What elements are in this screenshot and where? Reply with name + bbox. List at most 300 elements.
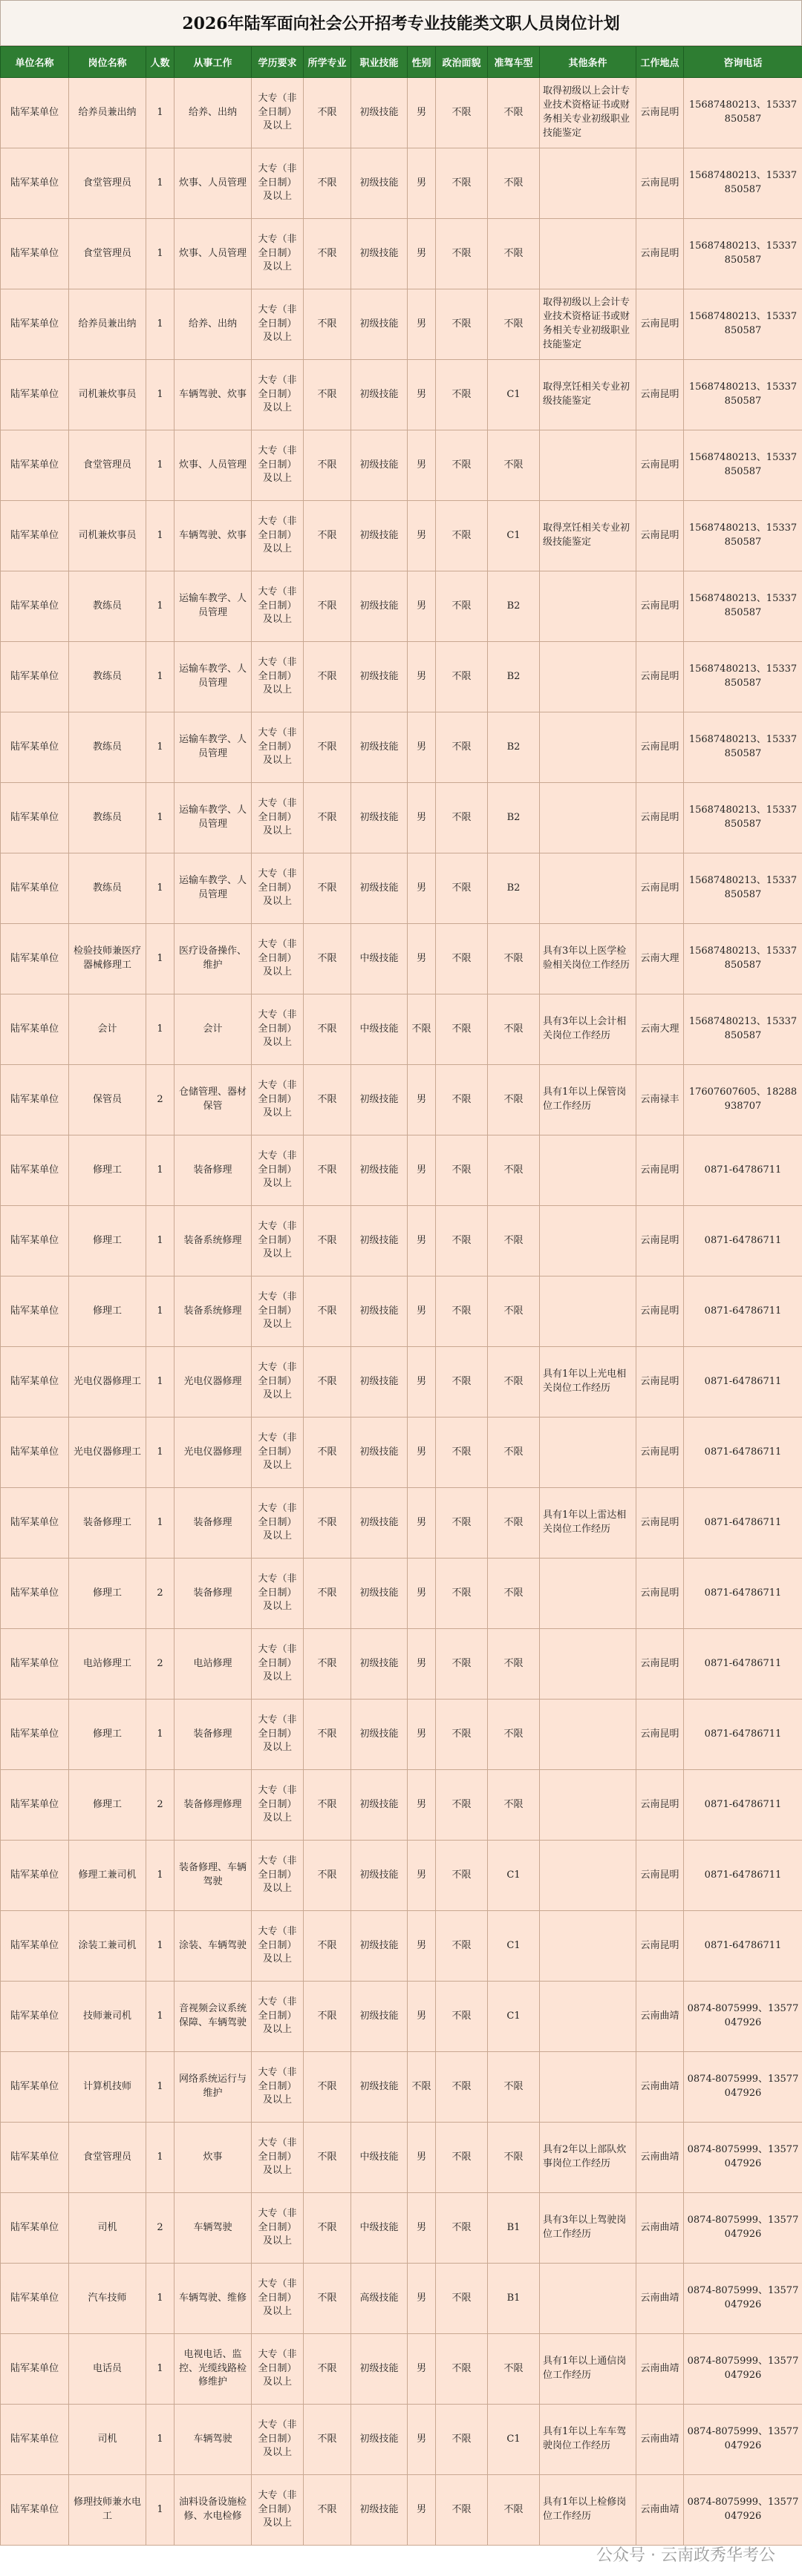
cell-education: 大专（非全日制）及以上 (252, 2123, 304, 2193)
table-row (1, 2052, 802, 2123)
cell-job-name: 食堂管理员 (69, 148, 146, 219)
cell-headcount: 1 (146, 2475, 175, 2546)
cell-conditions: 具有1年以上车车驾驶岗位工作经历 (540, 2405, 636, 2475)
cell-work: 车辆驾驶 (175, 2193, 252, 2264)
cell-gender: 男 (408, 783, 436, 853)
cell-unit-name: 陆军某单位 (1, 2052, 69, 2123)
cell-conditions (540, 2264, 636, 2334)
cell-headcount: 1 (146, 1700, 175, 1770)
cell-gender: 男 (408, 2264, 436, 2334)
cell-license: 不限 (488, 1418, 540, 1488)
cell-skill: 初级技能 (351, 430, 408, 501)
cell-headcount: 1 (146, 642, 175, 712)
cell-phone: 0871-64786711 (684, 1347, 802, 1418)
table-row (1, 1559, 802, 1629)
cell-education: 大专（非全日制）及以上 (252, 1559, 304, 1629)
table-row (1, 642, 802, 712)
cell-work: 装备修理修理 (175, 1770, 252, 1841)
cell-license: C1 (488, 1911, 540, 1982)
cell-unit-name: 陆军某单位 (1, 1135, 69, 1206)
cell-license: B2 (488, 712, 540, 783)
cell-location: 云南昆明 (636, 1418, 684, 1488)
cell-major: 不限 (304, 2193, 351, 2264)
cell-headcount: 1 (146, 360, 175, 430)
cell-location: 云南昆明 (636, 1559, 684, 1629)
cell-conditions: 具有1年以上雷达相关岗位工作经历 (540, 1488, 636, 1559)
cell-major: 不限 (304, 783, 351, 853)
cell-skill: 初级技能 (351, 501, 408, 571)
cell-job-name: 食堂管理员 (69, 219, 146, 289)
cell-education: 大专（非全日制）及以上 (252, 219, 304, 289)
cell-skill: 初级技能 (351, 1135, 408, 1206)
cell-location: 云南昆明 (636, 219, 684, 289)
cell-skill: 中级技能 (351, 994, 408, 1065)
cell-conditions: 具有1年以上通信岗位工作经历 (540, 2334, 636, 2405)
cell-skill: 初级技能 (351, 1347, 408, 1418)
header-job-name: 岗位名称 (69, 47, 146, 78)
cell-major: 不限 (304, 430, 351, 501)
cell-political: 不限 (436, 1276, 488, 1347)
cell-major: 不限 (304, 1347, 351, 1418)
cell-unit-name: 陆军某单位 (1, 2405, 69, 2475)
cell-skill: 初级技能 (351, 1206, 408, 1276)
cell-phone: 0871-64786711 (684, 1559, 802, 1629)
cell-political: 不限 (436, 430, 488, 501)
cell-education: 大专（非全日制）及以上 (252, 1700, 304, 1770)
table-row (1, 1700, 802, 1770)
cell-gender: 男 (408, 571, 436, 642)
cell-headcount: 2 (146, 1770, 175, 1841)
cell-skill: 初级技能 (351, 1418, 408, 1488)
cell-skill: 初级技能 (351, 148, 408, 219)
cell-work: 电站修理 (175, 1629, 252, 1700)
cell-gender: 男 (408, 1206, 436, 1276)
cell-gender: 男 (408, 2334, 436, 2405)
cell-major: 不限 (304, 853, 351, 924)
cell-education: 大专（非全日制）及以上 (252, 994, 304, 1065)
table-row (1, 1629, 802, 1700)
cell-location: 云南昆明 (636, 289, 684, 360)
cell-headcount: 1 (146, 1982, 175, 2052)
cell-license: C1 (488, 2405, 540, 2475)
cell-headcount: 1 (146, 148, 175, 219)
table-row (1, 2123, 802, 2193)
cell-location: 云南昆明 (636, 1629, 684, 1700)
cell-location: 云南曲靖 (636, 2193, 684, 2264)
cell-work: 运输车教学、人员管理 (175, 571, 252, 642)
cell-work: 装备修理 (175, 1135, 252, 1206)
cell-license: 不限 (488, 1629, 540, 1700)
cell-unit-name: 陆军某单位 (1, 501, 69, 571)
cell-phone: 0871-64786711 (684, 1770, 802, 1841)
cell-gender: 男 (408, 2405, 436, 2475)
table-row (1, 2264, 802, 2334)
cell-education: 大专（非全日制）及以上 (252, 2264, 304, 2334)
cell-unit-name: 陆军某单位 (1, 1418, 69, 1488)
cell-conditions (540, 642, 636, 712)
cell-location: 云南曲靖 (636, 2264, 684, 2334)
cell-major: 不限 (304, 1065, 351, 1135)
cell-political: 不限 (436, 78, 488, 148)
cell-gender: 男 (408, 148, 436, 219)
cell-unit-name: 陆军某单位 (1, 783, 69, 853)
cell-headcount: 1 (146, 1911, 175, 1982)
cell-license: 不限 (488, 1700, 540, 1770)
cell-work: 炊事、人员管理 (175, 430, 252, 501)
cell-skill: 初级技能 (351, 1700, 408, 1770)
header-location: 工作地点 (636, 47, 684, 78)
cell-location: 云南曲靖 (636, 1982, 684, 2052)
cell-location: 云南昆明 (636, 1488, 684, 1559)
cell-work: 炊事、人员管理 (175, 148, 252, 219)
cell-unit-name: 陆军某单位 (1, 1770, 69, 1841)
cell-work: 会计 (175, 994, 252, 1065)
cell-phone: 0871-64786711 (684, 1841, 802, 1911)
cell-job-name: 检验技师兼医疗器械修理工 (69, 924, 146, 994)
cell-location: 云南昆明 (636, 148, 684, 219)
cell-education: 大专（非全日制）及以上 (252, 360, 304, 430)
header-gender: 性别 (408, 47, 436, 78)
cell-major: 不限 (304, 501, 351, 571)
cell-location: 云南昆明 (636, 1135, 684, 1206)
cell-education: 大专（非全日制）及以上 (252, 2193, 304, 2264)
cell-political: 不限 (436, 360, 488, 430)
cell-phone: 0871-64786711 (684, 1911, 802, 1982)
cell-license: 不限 (488, 2475, 540, 2546)
header-conditions: 其他条件 (540, 47, 636, 78)
cell-phone: 17607607605、18288938707 (684, 1065, 802, 1135)
cell-major: 不限 (304, 994, 351, 1065)
cell-location: 云南昆明 (636, 360, 684, 430)
cell-gender: 男 (408, 1770, 436, 1841)
cell-headcount: 1 (146, 924, 175, 994)
table-row (1, 1770, 802, 1841)
cell-location: 云南昆明 (636, 78, 684, 148)
cell-job-name: 修理工 (69, 1276, 146, 1347)
cell-unit-name: 陆军某单位 (1, 1629, 69, 1700)
cell-major: 不限 (304, 1276, 351, 1347)
cell-skill: 初级技能 (351, 853, 408, 924)
cell-location: 云南昆明 (636, 1700, 684, 1770)
cell-unit-name: 陆军某单位 (1, 289, 69, 360)
cell-education: 大专（非全日制）及以上 (252, 1982, 304, 2052)
cell-work: 音视频会议系统保障、车辆驾驶 (175, 1982, 252, 2052)
cell-education: 大专（非全日制）及以上 (252, 1488, 304, 1559)
cell-conditions: 具有3年以上驾驶岗位工作经历 (540, 2193, 636, 2264)
cell-phone: 0874-8075999、13577047926 (684, 2052, 802, 2123)
cell-work: 装备修理、车辆驾驶 (175, 1841, 252, 1911)
cell-license: 不限 (488, 1488, 540, 1559)
cell-license: B2 (488, 571, 540, 642)
table-row (1, 924, 802, 994)
cell-conditions: 取得初级以上会计专业技术资格证书或财务相关专业初级职业技能鉴定 (540, 78, 636, 148)
cell-conditions (540, 571, 636, 642)
cell-major: 不限 (304, 2405, 351, 2475)
cell-major: 不限 (304, 2334, 351, 2405)
cell-education: 大专（非全日制）及以上 (252, 1629, 304, 1700)
header-row (1, 47, 802, 78)
table-row (1, 1841, 802, 1911)
cell-political: 不限 (436, 2475, 488, 2546)
cell-headcount: 2 (146, 2193, 175, 2264)
cell-gender: 男 (408, 1488, 436, 1559)
cell-political: 不限 (436, 1700, 488, 1770)
cell-skill: 初级技能 (351, 783, 408, 853)
cell-skill: 初级技能 (351, 1629, 408, 1700)
cell-political: 不限 (436, 289, 488, 360)
cell-gender: 不限 (408, 2052, 436, 2123)
cell-work: 炊事、人员管理 (175, 219, 252, 289)
cell-conditions (540, 1841, 636, 1911)
cell-license: 不限 (488, 924, 540, 994)
cell-work: 光电仪器修理 (175, 1418, 252, 1488)
cell-skill: 初级技能 (351, 642, 408, 712)
cell-phone: 0874-8075999、13577047926 (684, 2334, 802, 2405)
cell-gender: 男 (408, 1276, 436, 1347)
cell-headcount: 1 (146, 2405, 175, 2475)
cell-headcount: 1 (146, 2052, 175, 2123)
cell-headcount: 1 (146, 1488, 175, 1559)
cell-location: 云南曲靖 (636, 2334, 684, 2405)
cell-unit-name: 陆军某单位 (1, 1841, 69, 1911)
cell-political: 不限 (436, 1418, 488, 1488)
cell-political: 不限 (436, 2123, 488, 2193)
cell-license: C1 (488, 501, 540, 571)
cell-headcount: 1 (146, 289, 175, 360)
cell-unit-name: 陆军某单位 (1, 924, 69, 994)
cell-conditions: 具有1年以上检修岗位工作经历 (540, 2475, 636, 2546)
cell-conditions (540, 2052, 636, 2123)
cell-job-name: 修理工 (69, 1770, 146, 1841)
cell-education: 大专（非全日制）及以上 (252, 783, 304, 853)
cell-education: 大专（非全日制）及以上 (252, 1065, 304, 1135)
table-row (1, 783, 802, 853)
cell-political: 不限 (436, 1982, 488, 2052)
cell-work: 运输车教学、人员管理 (175, 642, 252, 712)
cell-location: 云南昆明 (636, 1770, 684, 1841)
cell-skill: 初级技能 (351, 1911, 408, 1982)
cell-unit-name: 陆军某单位 (1, 1065, 69, 1135)
cell-phone: 15687480213、15337850587 (684, 571, 802, 642)
cell-major: 不限 (304, 642, 351, 712)
table-row (1, 78, 802, 148)
cell-job-name: 食堂管理员 (69, 430, 146, 501)
cell-political: 不限 (436, 1629, 488, 1700)
cell-unit-name: 陆军某单位 (1, 78, 69, 148)
cell-work: 仓储管理、器材保管 (175, 1065, 252, 1135)
cell-education: 大专（非全日制）及以上 (252, 2405, 304, 2475)
cell-skill: 初级技能 (351, 2475, 408, 2546)
cell-location: 云南昆明 (636, 501, 684, 571)
cell-phone: 0874-8075999、13577047926 (684, 1982, 802, 2052)
cell-conditions: 具有3年以上会计相关岗位工作经历 (540, 994, 636, 1065)
cell-work: 医疗设备操作、维护 (175, 924, 252, 994)
cell-political: 不限 (436, 1206, 488, 1276)
cell-headcount: 1 (146, 2334, 175, 2405)
table-row (1, 1276, 802, 1347)
cell-headcount: 1 (146, 2264, 175, 2334)
cell-political: 不限 (436, 501, 488, 571)
header-license: 准驾车型 (488, 47, 540, 78)
cell-gender: 男 (408, 1065, 436, 1135)
table-row (1, 712, 802, 783)
cell-location: 云南曲靖 (636, 2052, 684, 2123)
cell-license: 不限 (488, 219, 540, 289)
cell-job-name: 教练员 (69, 853, 146, 924)
cell-gender: 男 (408, 289, 436, 360)
cell-job-name: 汽车技师 (69, 2264, 146, 2334)
cell-education: 大专（非全日制）及以上 (252, 571, 304, 642)
cell-education: 大专（非全日制）及以上 (252, 1206, 304, 1276)
cell-political: 不限 (436, 924, 488, 994)
cell-job-name: 教练员 (69, 712, 146, 783)
cell-phone: 0874-8075999、13577047926 (684, 2193, 802, 2264)
cell-license: C1 (488, 1841, 540, 1911)
cell-license: 不限 (488, 1770, 540, 1841)
cell-education: 大专（非全日制）及以上 (252, 1770, 304, 1841)
table-row (1, 1206, 802, 1276)
cell-unit-name: 陆军某单位 (1, 994, 69, 1065)
cell-conditions: 取得初级以上会计专业技术资格证书或财务相关专业初级职业技能鉴定 (540, 289, 636, 360)
cell-unit-name: 陆军某单位 (1, 1559, 69, 1629)
table-row (1, 501, 802, 571)
table-row (1, 571, 802, 642)
table-row (1, 1347, 802, 1418)
cell-gender: 男 (408, 1135, 436, 1206)
cell-political: 不限 (436, 1135, 488, 1206)
cell-skill: 初级技能 (351, 2052, 408, 2123)
header-phone: 咨询电话 (684, 47, 802, 78)
cell-gender: 男 (408, 360, 436, 430)
cell-job-name: 修理工 (69, 1206, 146, 1276)
cell-work: 车辆驾驶 (175, 2405, 252, 2475)
cell-job-name: 光电仪器修理工 (69, 1418, 146, 1488)
cell-location: 云南昆明 (636, 1276, 684, 1347)
cell-location: 云南大理 (636, 924, 684, 994)
cell-license: B2 (488, 642, 540, 712)
cell-phone: 0871-64786711 (684, 1206, 802, 1276)
cell-conditions (540, 1629, 636, 1700)
cell-political: 不限 (436, 1841, 488, 1911)
cell-education: 大专（非全日制）及以上 (252, 642, 304, 712)
cell-skill: 初级技能 (351, 2334, 408, 2405)
table-row (1, 994, 802, 1065)
table-row (1, 1065, 802, 1135)
cell-education: 大专（非全日制）及以上 (252, 712, 304, 783)
cell-job-name: 给养员兼出纳 (69, 78, 146, 148)
cell-work: 运输车教学、人员管理 (175, 783, 252, 853)
cell-phone: 15687480213、15337850587 (684, 148, 802, 219)
cell-gender: 不限 (408, 994, 436, 1065)
cell-conditions (540, 1982, 636, 2052)
cell-work: 网络系统运行与维护 (175, 2052, 252, 2123)
cell-job-name: 修理工 (69, 1559, 146, 1629)
cell-unit-name: 陆军某单位 (1, 2123, 69, 2193)
table-row (1, 853, 802, 924)
cell-gender: 男 (408, 430, 436, 501)
cell-location: 云南昆明 (636, 1841, 684, 1911)
cell-unit-name: 陆军某单位 (1, 1347, 69, 1418)
cell-political: 不限 (436, 1559, 488, 1629)
cell-skill: 初级技能 (351, 360, 408, 430)
cell-major: 不限 (304, 924, 351, 994)
cell-gender: 男 (408, 2193, 436, 2264)
cell-gender: 男 (408, 78, 436, 148)
cell-conditions (540, 1911, 636, 1982)
cell-skill: 初级技能 (351, 1065, 408, 1135)
cell-phone: 15687480213、15337850587 (684, 994, 802, 1065)
cell-major: 不限 (304, 2123, 351, 2193)
cell-work: 装备修理 (175, 1488, 252, 1559)
cell-skill: 中级技能 (351, 2123, 408, 2193)
table-row (1, 2405, 802, 2475)
cell-conditions (540, 1276, 636, 1347)
cell-phone: 15687480213、15337850587 (684, 289, 802, 360)
cell-political: 不限 (436, 1911, 488, 1982)
cell-phone: 0874-8075999、13577047926 (684, 2123, 802, 2193)
cell-major: 不限 (304, 2475, 351, 2546)
cell-headcount: 1 (146, 571, 175, 642)
cell-job-name: 司机兼炊事员 (69, 501, 146, 571)
cell-headcount: 2 (146, 1629, 175, 1700)
cell-conditions: 具有3年以上医学检验相关岗位工作经历 (540, 924, 636, 994)
cell-major: 不限 (304, 1629, 351, 1700)
cell-skill: 初级技能 (351, 712, 408, 783)
cell-unit-name: 陆军某单位 (1, 1206, 69, 1276)
cell-job-name: 修理工 (69, 1700, 146, 1770)
cell-skill: 初级技能 (351, 1841, 408, 1911)
cell-job-name: 保管员 (69, 1065, 146, 1135)
cell-headcount: 1 (146, 1206, 175, 1276)
cell-education: 大专（非全日制）及以上 (252, 853, 304, 924)
cell-political: 不限 (436, 2334, 488, 2405)
page-title: 2026年陆军面向社会公开招考专业技能类文职人员岗位计划 (0, 0, 802, 46)
cell-gender: 男 (408, 712, 436, 783)
cell-job-name: 教练员 (69, 571, 146, 642)
cell-skill: 初级技能 (351, 1488, 408, 1559)
job-table (0, 46, 802, 2546)
cell-license: 不限 (488, 1206, 540, 1276)
cell-political: 不限 (436, 783, 488, 853)
table-row (1, 1488, 802, 1559)
header-unit-name: 单位名称 (1, 47, 69, 78)
cell-license: B2 (488, 853, 540, 924)
cell-gender: 男 (408, 1911, 436, 1982)
cell-education: 大专（非全日制）及以上 (252, 1841, 304, 1911)
cell-job-name: 修理工 (69, 1135, 146, 1206)
cell-license: 不限 (488, 148, 540, 219)
cell-headcount: 1 (146, 219, 175, 289)
cell-license: 不限 (488, 289, 540, 360)
cell-political: 不限 (436, 2264, 488, 2334)
cell-headcount: 1 (146, 1347, 175, 1418)
cell-political: 不限 (436, 2193, 488, 2264)
cell-job-name: 司机兼炊事员 (69, 360, 146, 430)
cell-education: 大专（非全日制）及以上 (252, 501, 304, 571)
cell-job-name: 光电仪器修理工 (69, 1347, 146, 1418)
cell-skill: 初级技能 (351, 1770, 408, 1841)
cell-license: 不限 (488, 430, 540, 501)
cell-gender: 男 (408, 1700, 436, 1770)
cell-headcount: 1 (146, 2123, 175, 2193)
cell-work: 装备修理 (175, 1700, 252, 1770)
cell-skill: 初级技能 (351, 571, 408, 642)
table-row (1, 2475, 802, 2546)
cell-political: 不限 (436, 571, 488, 642)
cell-conditions (540, 783, 636, 853)
cell-work: 光电仪器修理 (175, 1347, 252, 1418)
table-row (1, 2334, 802, 2405)
